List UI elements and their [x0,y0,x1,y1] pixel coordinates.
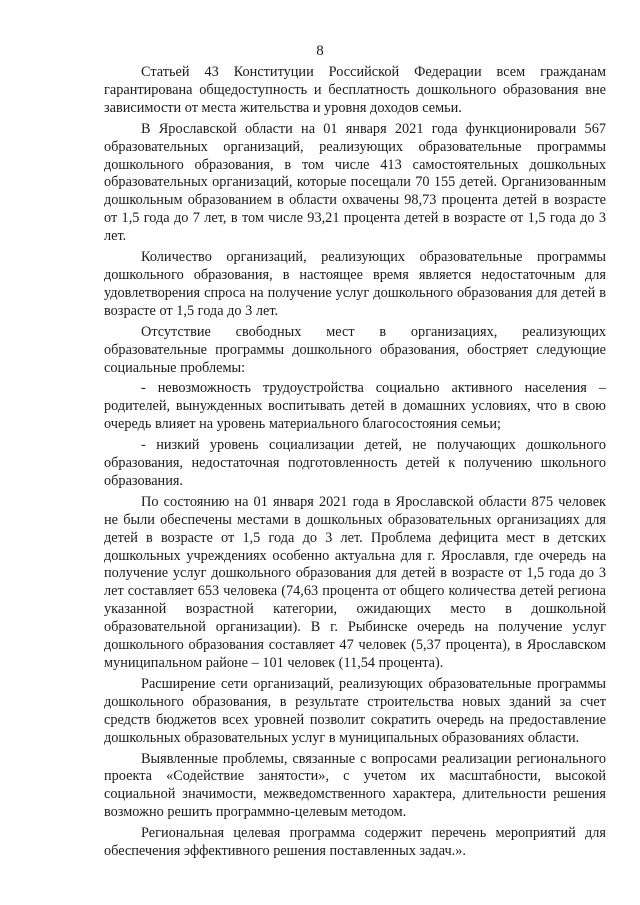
document-body [104,64,606,864]
bullet-socialization-problem: - низкий уровень социализации детей, не получающих дошкольного образования, недостаточная подготовленность детей к получению школьного образования. [104,437,606,489]
paragraph-identified-problems: Выявленные проблемы, связанные с вопросами реализации регионального проекта «Содействие занятости», с учетом их масштабности, высокой социальной значимости, межведомственного характера, длительности решения возможно решить программно-целевым методом. [104,750,606,821]
paragraph-lack-of-places: Отсутствие свободных мест в организациях, реализующих образовательные программы дошкольного образования, обостряет следующие социальные проблемы: [104,323,606,376]
paragraph-insufficient-organizations: Количество организаций, реализующих образовательные программы дошкольного образования, в настоящее время является недостаточным для удовлетворения спроса на получение услуг дошкольного образования для детей в возрасте от 1,5 года до 3 лет. [104,249,606,319]
paragraph-constitution: Статьей 43 Конституции Российской Федерации всем гражданам гарантирована общедоступность и бесплатность дошкольного образования вне зависимости от места жительства и уровня доходов семьи. [104,64,606,116]
page-number: 8 [316,43,324,59]
paragraph-queue-statistics: По состоянию на 01 января 2021 года в Ярославской области 875 человек не были обеспечены местами в дошкольных образовательных организациях для детей в возрасте от 1,5 года до 3 лет. Проблема дефицита мест в детских дошкольных учреждениях особенно актуальна для г. Ярославля, где очередь на получение услуг дошкольного образования для детей в возрасте от 1,5 года до 3 лет составляет 653 человека (74,63 процента от общего количества детей региона указанной возрастной категории, ожидающих место в дошкольной образовательной организации). В г. Рыбинске очередь на получение услуг дошкольного образования составляет 47 человек (5,37 процента), в Ярославском муниципальном районе – 101 человек (11,54 процента). [104,493,606,671]
paragraph-program-measures: Региональная целевая программа содержит перечень мероприятий для обеспечения эффективного решения поставленных задач.». [104,825,606,860]
paragraph-organizations-count: В Ярославской области на 01 января 2021 года функционировали 567 образовательных организаций, реализующих образовательные программы дошкольного образования, в том числе 413 самостоятельных дошкольных образовательных организаций, которые посещали 70 155 детей. Организованным дошкольным образованием в области охвачены 98,73 процента детей в возрасте от 1,5 года до 7 лет, в том числе 93,21 процента детей в возрасте от 1,5 года до 3 лет. [104,120,606,245]
paragraph-network-expansion: Расширение сети организаций, реализующих образовательные программы дошкольного образования, в результате строительства новых зданий за счет средств бюджетов всех уровней позволит сократить очередь на предоставление дошкольных образовательных услуг в муниципальных образованиях области. [104,675,606,746]
bullet-employment-problem: - невозможность трудоустройства социально активного населения – родителей, вынужденных воспитывать детей в домашних условиях, что в свою очередь влияет на уровень материального благосостояния семьи; [104,380,606,433]
